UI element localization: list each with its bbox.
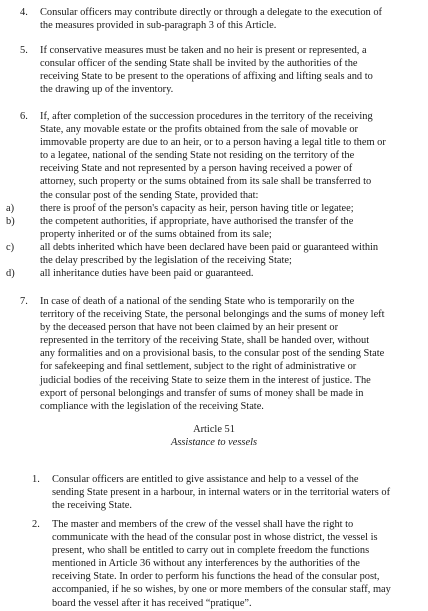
item-d <box>40 267 406 280</box>
paragraph-5-number: 5. <box>20 45 28 56</box>
paragraph-6 <box>40 110 406 202</box>
article-paragraph-2-line: mentioned in Article 36 without any interferences by the authorities of the <box>52 558 360 570</box>
item-b <box>40 215 406 241</box>
paragraph-6-line: attorney, such property or the sums obtained from its sale shall be transferred to <box>40 176 372 188</box>
item-d-line: all inheritance duties have been paid or guaranteed. <box>40 268 254 279</box>
paragraph-7-line: by the deceased person that have not been claimed by an heir present or <box>40 322 339 334</box>
paragraph-6-line: receiving State and not represented by a person having received a power of <box>40 163 353 175</box>
article-paragraph-1-line: sending State present in a harbour, in internal waters or in the territorial waters of <box>52 487 391 499</box>
article-paragraph-1-number: 1. <box>32 474 40 485</box>
paragraph-7-line: In case of death of a national of the sending State who is temporarily on the <box>40 296 355 307</box>
article-paragraph-2-number: 2. <box>32 519 40 530</box>
article-paragraph-1-line: the receiving State. <box>52 500 132 512</box>
paragraph-7-line: compliance with the legislation of the receiving State. <box>40 400 264 412</box>
paragraph-6-line: State, any movable estate or the profits obtained from the sale of movable or <box>40 124 358 136</box>
item-c-line: all debts inherited which have been declared have been paid or guaranteed within <box>40 242 379 253</box>
article-paragraph-1-line: Consular officers are entitled to give assistance and help to a vessel of the <box>52 474 359 485</box>
paragraph-5-line: the drawing up of the inventory. <box>40 84 174 96</box>
article-paragraph-2-line: accompanied, if he so wishes, by one or more members of the consular staff, may <box>52 584 391 596</box>
article-paragraph-2-line: board the vessel after it has received “pratique”. <box>52 597 252 609</box>
paragraph-7-line: represented in the territory of the receiving State, shall be handed over, without <box>40 335 370 347</box>
paragraph-4 <box>40 6 406 32</box>
article-paragraph-2 <box>52 518 408 610</box>
paragraph-5-line: receiving State to be present to the operations of affixing and lifting seals and to <box>40 71 373 83</box>
paragraph-6-line: the consular post of the sending State, provided that: <box>40 189 259 201</box>
paragraph-6-line: immovable property are due to an heir, or to a person having a legal title to them or <box>40 137 386 149</box>
paragraph-6-line: to a legatee, national of the sending State not residing on the territory of the <box>40 150 355 162</box>
paragraph-4-line: Consular officers may contribute directly or through a delegate to the execution of <box>40 7 383 18</box>
item-c-line: the delay prescribed by the legislation of the receiving State; <box>40 255 292 267</box>
paragraph-7-line: export of personal belongings and transfer of sums of money shall be made in <box>40 387 364 399</box>
article-paragraph-2-line: present, who shall be entitled to carry out in complete freedom the functions <box>52 545 370 557</box>
item-d-label: d) <box>6 268 15 279</box>
item-a <box>40 202 406 215</box>
paragraph-4-number: 4. <box>20 7 28 18</box>
paragraph-5-line: If conservative measures must be taken and no heir is present or represented, a <box>40 45 367 56</box>
paragraph-7-line: for safekeeping and final settlement, subject to the right of administrative or <box>40 361 357 373</box>
paragraph-7-line: judicial bodies of the receiving State to seize them in the interest of justice. The <box>40 374 371 386</box>
paragraph-5 <box>40 44 406 96</box>
article-subtitle: Assistance to vessels <box>171 437 257 448</box>
article-paragraph-2-line: receiving State. In order to perform his functions the head of the consular post, <box>52 571 380 583</box>
item-a-line: there is proof of the person's capacity as heir, person having title or legatee; <box>40 203 354 214</box>
paragraph-4-line: the measures provided in sub-paragraph 3 of this Article. <box>40 20 277 32</box>
paragraph-5-line: consular officer of the sending State shall be invited by the authorities of the <box>40 58 358 70</box>
article-paragraph-2-line: The master and members of the crew of the vessel shall have the right to <box>52 519 354 530</box>
article-paragraph-2-line: communicate with the head of the consular post in whose district, the vessel is <box>52 532 378 544</box>
article-title: Article 51 <box>193 424 235 435</box>
item-b-line: the competent authorities, if appropriate, have authorised the transfer of the <box>40 216 354 227</box>
paragraph-7 <box>40 295 406 413</box>
paragraph-7-line: territory of the receiving State, the personal belongings and the sums of money left <box>40 309 385 321</box>
article-paragraph-1 <box>52 473 408 512</box>
item-b-label: b) <box>6 216 15 227</box>
item-a-label: a) <box>6 203 15 214</box>
paragraph-7-line: any formalities and on a provisional basis, to the consular post of the sending State <box>40 348 385 360</box>
item-c <box>40 241 406 267</box>
item-c-label: c) <box>6 242 15 253</box>
paragraph-7-number: 7. <box>20 296 28 307</box>
paragraph-6-line: If, after completion of the succession procedures in the territory of the receiving <box>40 111 373 122</box>
item-b-line: property inherited or of the sums obtained from its sale; <box>40 229 272 241</box>
paragraph-6-number: 6. <box>20 111 28 122</box>
